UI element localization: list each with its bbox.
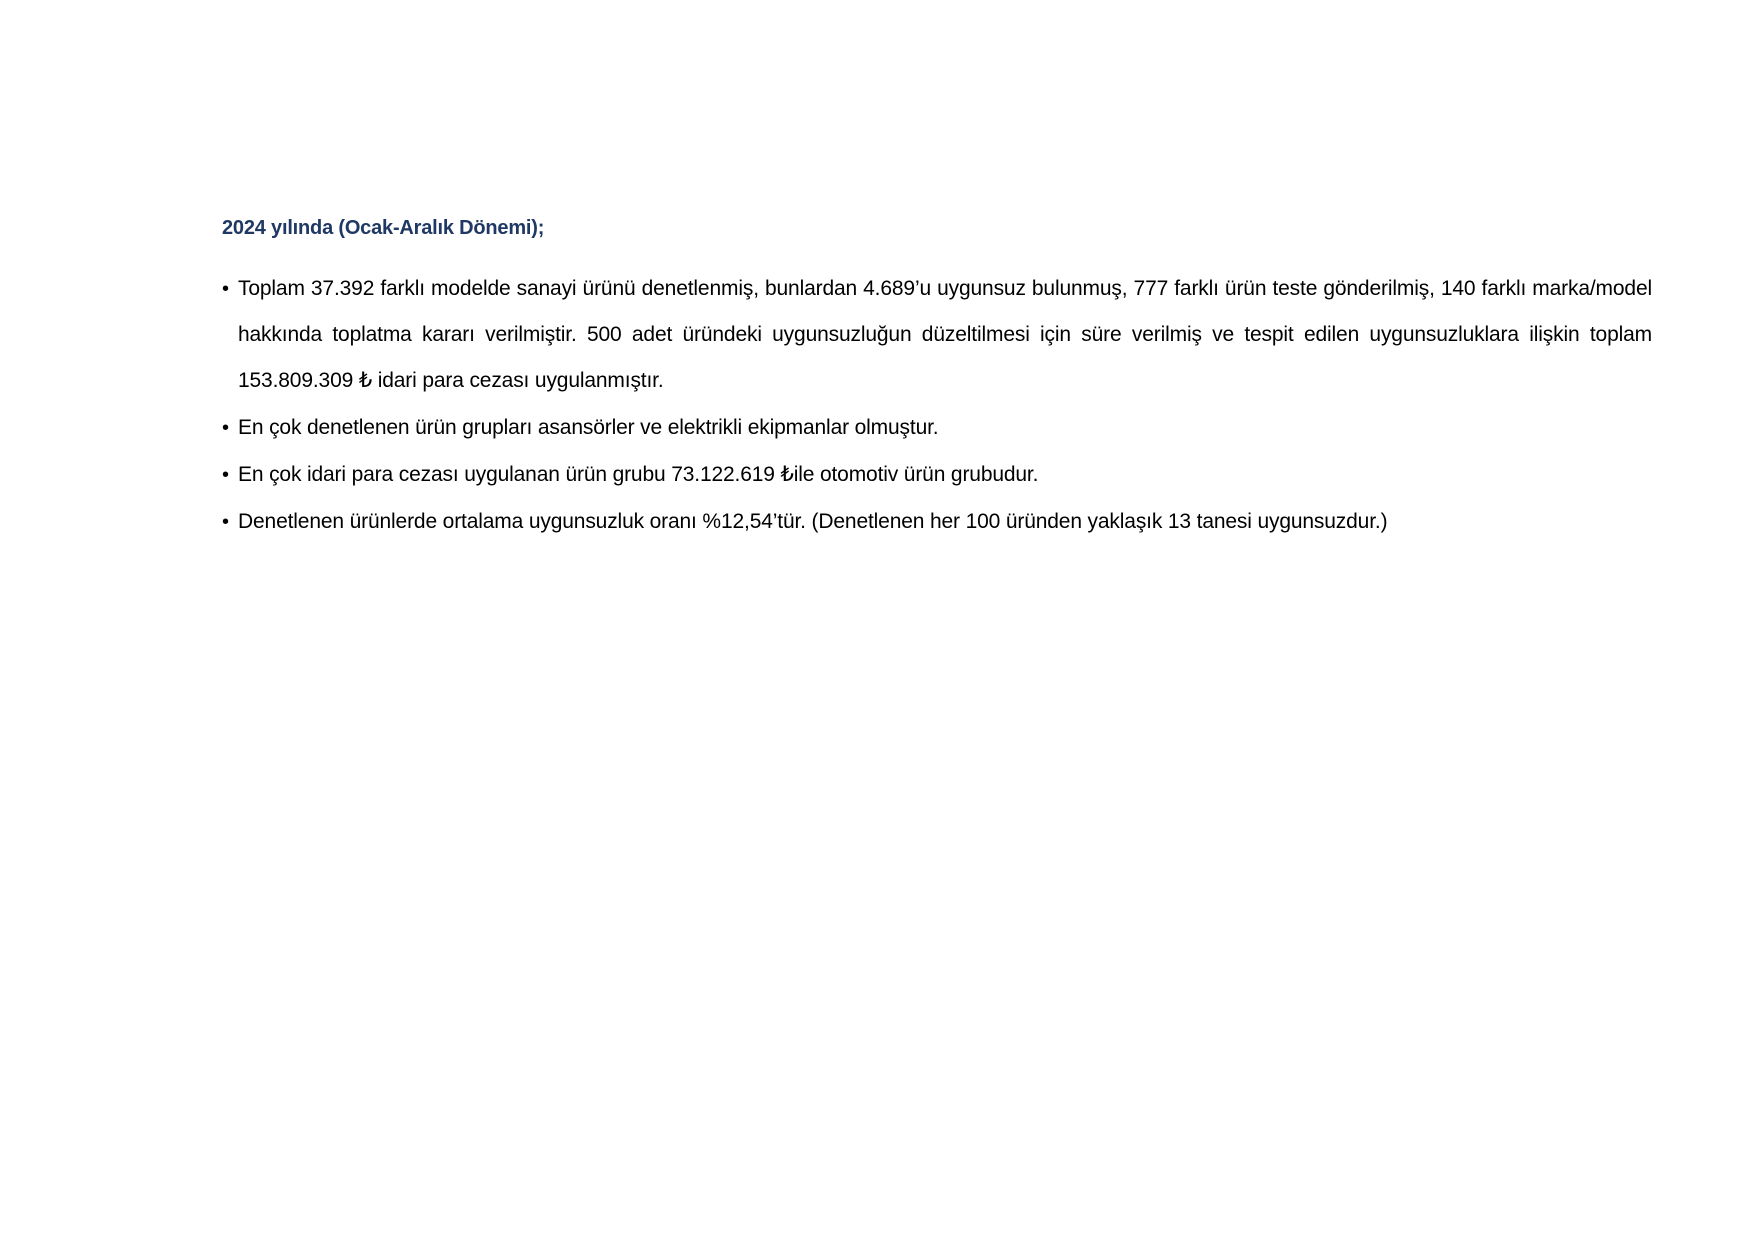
list-item-text: Toplam 37.392 farklı modelde sanayi ürünü denetlenmiş, bunlardan 4.689’u uygunsuz bulunmuş, 777 farklı ürün teste gönderilmiş, 140 farklı marka/model hakkında toplatma kararı verilmiştir. 500 adet üründeki uygunsuzluğun düzeltilmesi için süre verilmiş ve tespit edilen uygunsuzluklara ilişkin toplam 153.809.309 ₺ idari para cezası uygulanmıştır. [238, 277, 1652, 392]
list-item [222, 452, 1652, 498]
list-item-text: En çok denetlenen ürün grupları asansörler ve elektrikli ekipmanlar olmuştur. [238, 416, 939, 439]
list-item [222, 499, 1652, 545]
bullet-icon: • [222, 511, 229, 533]
list-item [222, 405, 1652, 451]
bullet-icon: • [222, 278, 229, 300]
document-content [222, 214, 1652, 546]
section-heading: 2024 yılında (Ocak-Aralık Dönemi); [222, 217, 545, 239]
bullet-list [222, 266, 1652, 545]
bullet-icon: • [222, 417, 229, 439]
bullet-icon: • [222, 464, 229, 486]
list-item [222, 266, 1652, 404]
list-item-text: En çok idari para cezası uygulanan ürün grubu 73.122.619 ₺ile otomotiv ürün grubudur. [238, 463, 1039, 486]
list-item-text: Denetlenen ürünlerde ortalama uygunsuzluk oranı %12,54’tür. (Denetlenen her 100 üründen yaklaşık 13 tanesi uygunsuzdur.) [238, 510, 1388, 533]
